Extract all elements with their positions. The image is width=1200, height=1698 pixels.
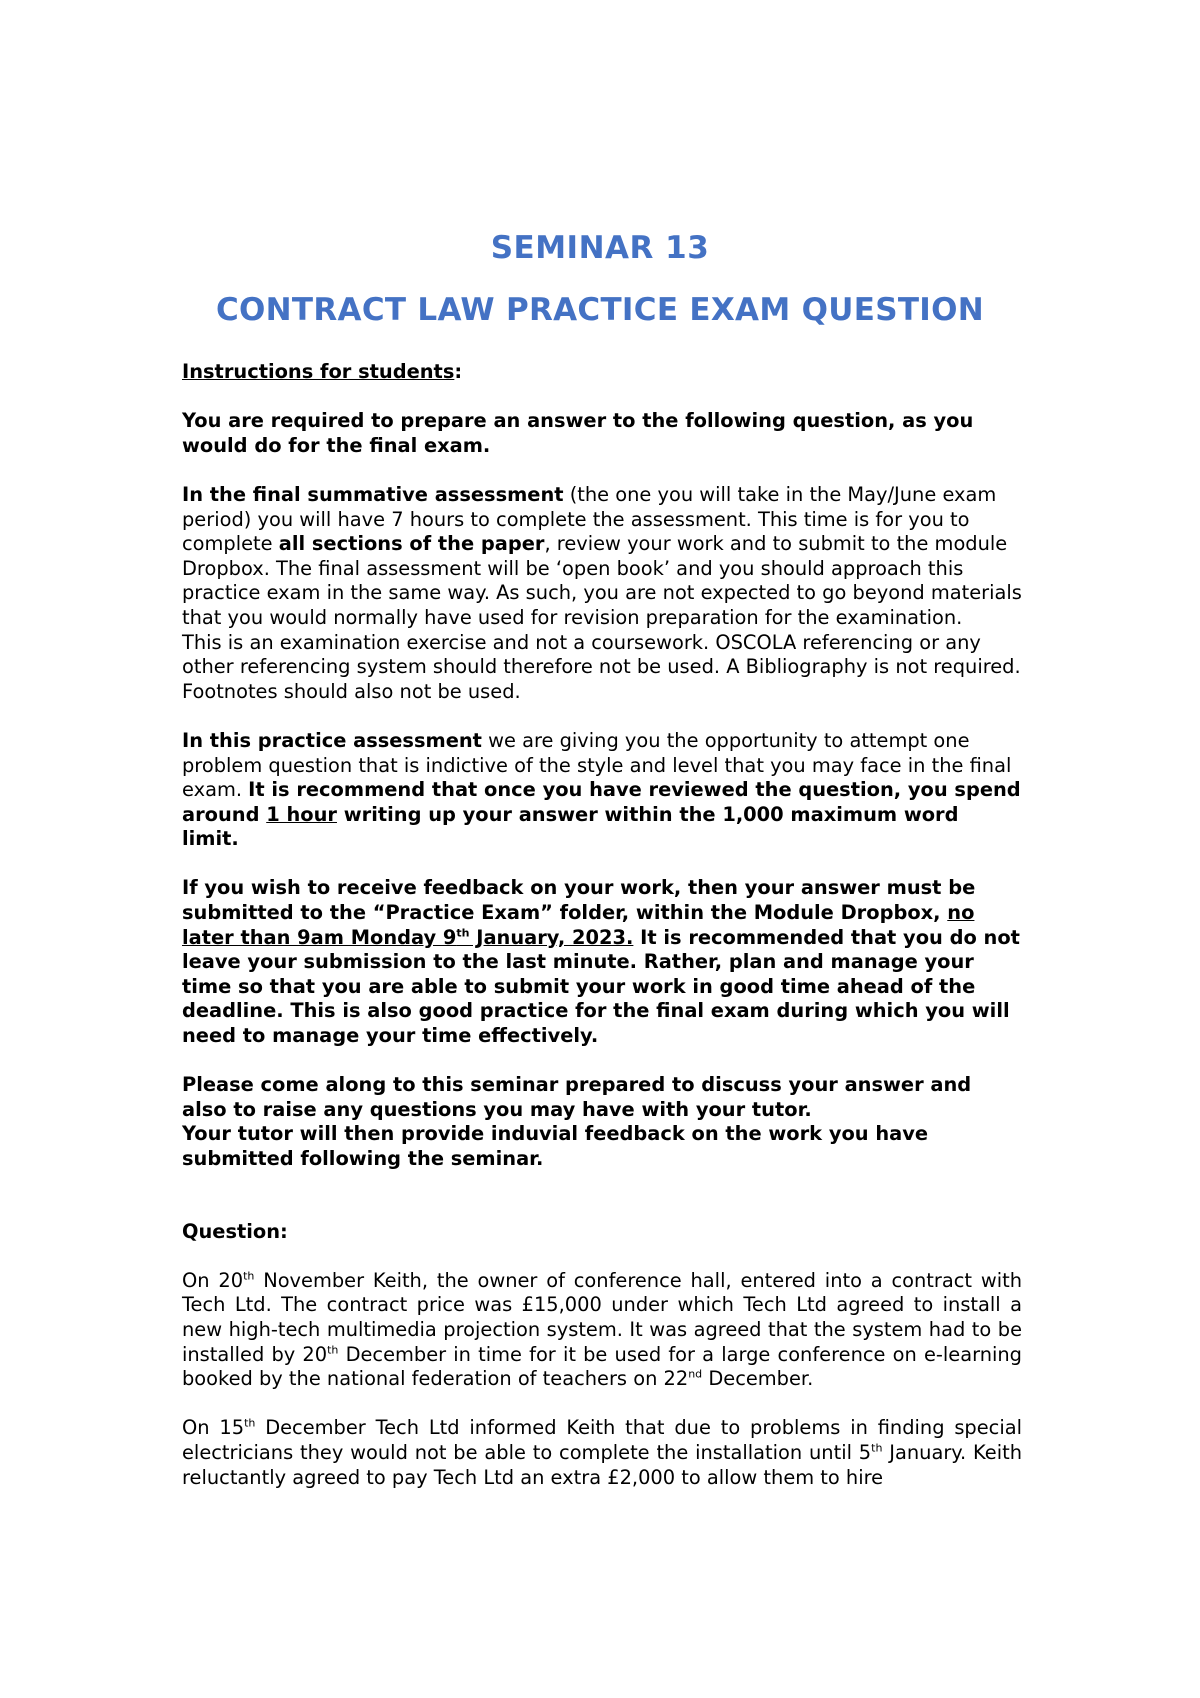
p5-underline-1: no later than 9am Monday 9 — [182, 901, 975, 949]
q1-sup-1: th — [243, 1269, 255, 1283]
p4-underline: 1 hour — [266, 802, 337, 826]
instructions-heading-text: Instructions for students — [182, 360, 455, 383]
instructions-paragraph-7: Your tutor will then provide induvial feedback on the work you have submitted following the seminar. — [182, 1122, 929, 1170]
q1-b: November Keith, the owner of conference hall, entered into a contract with Tech Ltd. The contract price was £15,000 under which Tech Ltd agreed to install a new high-tech multimedia projection system. It was agreed that the system had to be installed by 20 — [182, 1268, 1022, 1366]
q2-b: December Tech Ltd informed Keith that due to problems in finding special electricians they would not be able to complete the installation until 5 — [182, 1416, 1022, 1464]
q1-d: December. — [702, 1367, 814, 1391]
p5-sup: th — [456, 926, 470, 940]
p5-underline-2: January, 2023. — [469, 925, 634, 949]
instructions-paragraph-6: Please come along to this seminar prepared to discuss your answer and also to raise any questions you may have with your tutor. — [182, 1073, 972, 1121]
q1-sup-3: nd — [688, 1367, 703, 1381]
p2-bold-1: In the final summative assessment — [182, 482, 564, 506]
q2-sup-2: th — [871, 1441, 883, 1455]
instructions-heading-colon: : — [454, 360, 463, 383]
q1-c: December in time for it be used for a large conference on e-learning booked by the national federation of teachers on 22 — [182, 1342, 1022, 1391]
p4-bold-2: It is recommend that once you have reviewed the question, you spend around — [182, 778, 1021, 826]
page-title: SEMINAR 13 — [490, 230, 710, 266]
p2-text-1: (the one you will take in the May/June exam period) you will have 7 hours to complete the assessment. This time is for you to complete — [182, 482, 997, 556]
q2-sup-1: th — [244, 1416, 256, 1430]
p5-text-2: It is recommended that you do not leave your submission to the last minute. Rather, plan and manage your time so that you are able to submit your work in good time ahead of the deadline. This is also good practice for the final exam during which you will need to manage your time effectively. — [182, 925, 1020, 1048]
p2-text-2: , review your work and to submit to the module Dropbox. The final assessment will be ‘open book’ and you should approach this practice exam in the same way. As such, you are not expected to go beyond materials that you would normally have used for revision preparation for the examination. — [182, 532, 1022, 629]
instructions-paragraph-1: You are required to prepare an answer to the following question, as you would do for the final exam. — [182, 409, 974, 457]
question-heading: Question: — [182, 1219, 288, 1243]
p2-bold-2: all sections of the paper — [278, 532, 545, 556]
question-paragraph-1 — [182, 1269, 1022, 1392]
instructions-paragraph-2 — [182, 483, 1022, 631]
q2-c: January. Keith reluctantly agreed to pay Tech Ltd an extra £2,000 to allow them to hire — [182, 1440, 1022, 1489]
instructions-paragraph-3: This is an examination exercise and not a coursework. OSCOLA referencing or any other referencing system should therefore not be used. A Bibliography is not required. Footnotes should also not be used. — [182, 630, 1021, 703]
q2-a: On 15 — [182, 1416, 245, 1440]
p5-text-1: If you wish to receive feedback on your work, then your answer must be submitted to the “Practice Exam” folder, within the Module Dropbox, — [182, 876, 976, 925]
instructions-paragraph-5 — [182, 876, 1022, 1048]
instructions-heading — [182, 360, 1022, 385]
instructions-paragraph-4 — [182, 729, 1022, 852]
p4-bold-1: In this practice assessment — [182, 728, 482, 752]
question-paragraph-2 — [182, 1416, 1022, 1490]
q1-a: On 20 — [182, 1268, 244, 1292]
page-subtitle: CONTRACT LAW PRACTICE EXAM QUESTION — [215, 292, 985, 328]
document-body — [182, 360, 1022, 1515]
p4-bold-3: writing up your answer within the 1,000 maximum word limit. — [182, 802, 959, 851]
q1-sup-2: th — [327, 1343, 339, 1357]
p4-text-1: we are giving you the opportunity to attempt one problem question that is indictive of the style and level that you may face in the final exam. — [182, 728, 1012, 802]
